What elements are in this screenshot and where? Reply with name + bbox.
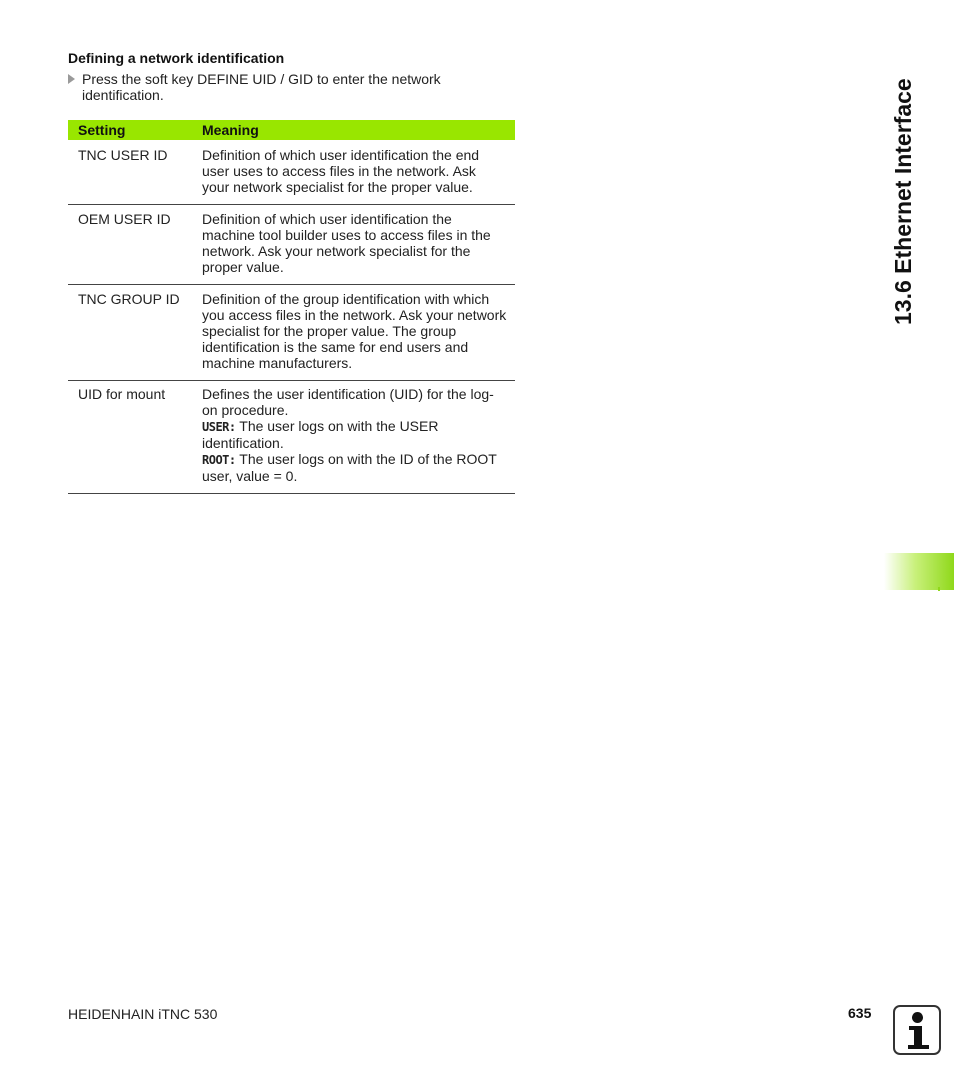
row-meaning: Definition of which user identification the end user uses to access files in the network. Ask your network specialist for the proper value. xyxy=(202,147,480,195)
triangle-right-icon xyxy=(68,74,75,84)
footer-product: HEIDENHAIN iTNC 530 xyxy=(68,1006,218,1022)
user-keyword: USER: xyxy=(202,420,236,434)
root-description: The user logs on with the ID of the ROOT user, value = 0. xyxy=(202,451,497,484)
page-number: 635 xyxy=(848,1005,872,1021)
user-description: The user logs on with the USER identification. xyxy=(202,418,439,451)
info-icon xyxy=(893,1005,941,1055)
row-setting: TNC GROUP ID xyxy=(78,291,180,307)
chapter-tab xyxy=(884,553,954,590)
uid-intro: Defines the user identification (UID) for the log-on procedure. xyxy=(202,386,494,418)
row-setting: OEM USER ID xyxy=(78,211,171,227)
table-header xyxy=(68,120,515,140)
section-heading: Defining a network identification xyxy=(68,50,285,66)
chapter-side-title: 13.6 Ethernet Interface xyxy=(890,78,916,325)
row-meaning xyxy=(202,386,515,484)
table-row xyxy=(68,285,515,381)
table-row xyxy=(68,381,515,494)
instruction-text: Press the soft key DEFINE UID / GID to enter the network identification. xyxy=(82,71,441,103)
row-meaning: Definition of which user identification the machine tool builder uses to access files in the network. Ask your network specialist for the proper value. xyxy=(202,211,491,275)
settings-table xyxy=(68,120,515,494)
root-keyword: ROOT: xyxy=(202,453,236,467)
info-icon-dot xyxy=(912,1012,923,1023)
header-meaning: Meaning xyxy=(202,122,259,138)
table-row xyxy=(68,140,515,205)
instruction-step xyxy=(68,71,488,103)
row-setting: UID for mount xyxy=(78,386,166,402)
info-icon-base xyxy=(908,1045,929,1049)
table-row xyxy=(68,205,515,285)
row-meaning: Definition of the group identification with which you access files in the network. Ask your network specialist for the proper value. The group identification is the same for end users and machine manufacturers. xyxy=(202,291,507,371)
row-setting: TNC USER ID xyxy=(78,147,168,163)
header-setting: Setting xyxy=(78,122,126,138)
